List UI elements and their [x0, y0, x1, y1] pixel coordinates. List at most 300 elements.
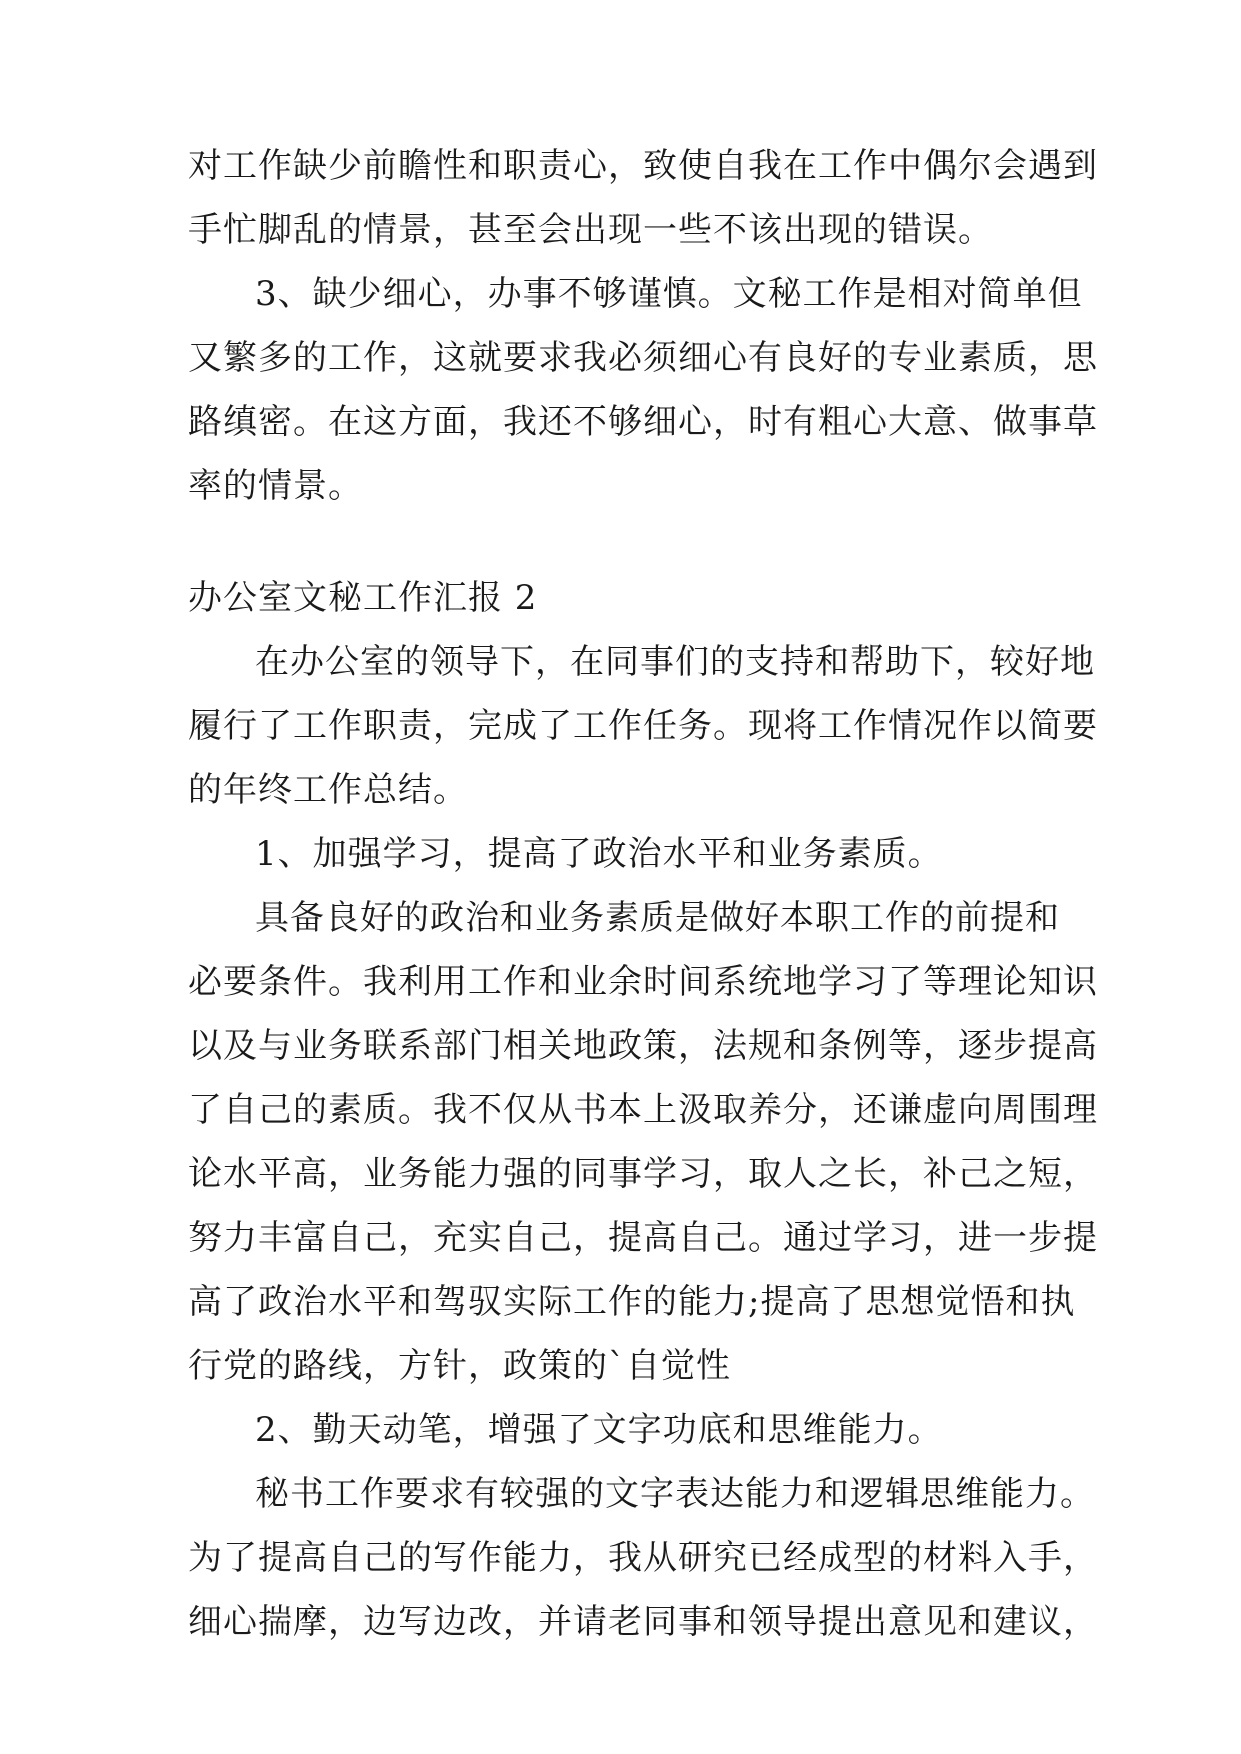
- line-char: 持: [780, 642, 815, 682]
- line-char: ，: [1063, 1154, 1098, 1194]
- line-char: 须: [643, 338, 678, 378]
- line-char: 以: [993, 706, 1028, 746]
- line-char: 高: [1063, 1026, 1098, 1066]
- line-char: 谨: [627, 274, 663, 314]
- line-char: 执: [1040, 1282, 1076, 1322]
- line-char: 强: [535, 1474, 570, 1514]
- line-char: 水: [328, 1282, 363, 1322]
- paragraph-line: [255, 272, 1083, 316]
- line-char: 了: [830, 1282, 866, 1322]
- line-char: 职: [503, 146, 538, 186]
- line-char: 本: [780, 898, 815, 938]
- line-char: 了: [188, 1090, 223, 1130]
- section-heading: [188, 576, 1056, 620]
- line-char: 有: [783, 402, 818, 442]
- line-char: 的: [920, 898, 955, 938]
- line-char: 取: [713, 1090, 748, 1130]
- paragraph-line: [255, 832, 1056, 876]
- line-char: 前: [955, 898, 990, 938]
- line-char: 。: [748, 1218, 783, 1258]
- line-char: 质: [640, 898, 675, 938]
- paragraph-line: [188, 1536, 1098, 1580]
- line-char: 少: [328, 146, 363, 186]
- line-char: 自: [713, 146, 748, 186]
- line-char: 地: [573, 1026, 608, 1066]
- line-char: 还: [538, 402, 573, 442]
- line-char: 尔: [958, 146, 993, 186]
- line-char: 偶: [923, 146, 958, 186]
- line-char: ，: [452, 274, 488, 314]
- line-char: 好: [745, 898, 780, 938]
- line-char: 求: [538, 338, 573, 378]
- line-char: 领: [748, 1602, 783, 1642]
- line-char: 成: [818, 1538, 853, 1578]
- line-char: 实: [468, 1218, 503, 1258]
- line-char: 自: [678, 1218, 713, 1258]
- line-char: 作: [503, 962, 538, 1002]
- line-char: 我: [608, 1538, 643, 1578]
- line-char: 提: [760, 1282, 796, 1322]
- paragraph-line: [188, 704, 1098, 748]
- line-char: 己: [538, 1218, 573, 1258]
- line-char: 条: [258, 962, 293, 1002]
- line-char: 习: [888, 1218, 923, 1258]
- line-char: 瞻: [398, 146, 433, 186]
- line-char: 。: [398, 1090, 433, 1130]
- line-char: ，: [713, 1154, 748, 1194]
- line-char: 支: [745, 642, 780, 682]
- line-char: 边: [433, 1602, 468, 1642]
- line-text: 2、勤天动笔，增强了文字功底和思维能力。: [255, 1410, 943, 1450]
- line-char: 从: [643, 1538, 678, 1578]
- line-char: 治: [465, 898, 500, 938]
- line-char: 事: [1028, 402, 1063, 442]
- line-char: 前: [363, 146, 398, 186]
- line-char: 作: [328, 706, 363, 746]
- line-char: 并: [538, 1602, 573, 1642]
- line-char: 的: [395, 898, 430, 938]
- line-char: 条: [818, 1026, 853, 1066]
- line-char: 改: [468, 1602, 503, 1642]
- line-char: 力: [468, 1154, 503, 1194]
- line-char: 和: [1025, 898, 1060, 938]
- line-char: 驭: [468, 1282, 503, 1322]
- line-char: 具: [255, 898, 290, 938]
- line-char: 自: [328, 1538, 363, 1578]
- line-char: 业: [535, 898, 570, 938]
- line-char: 识: [1063, 962, 1098, 1002]
- line-char: 缺: [293, 146, 328, 186]
- line-char: 简: [977, 274, 1013, 314]
- line-char: ，: [328, 1602, 363, 1642]
- line-char: 意: [923, 402, 958, 442]
- line-char: 单: [1012, 274, 1048, 314]
- line-char: ，: [573, 1218, 608, 1258]
- line-char: 己: [363, 1218, 398, 1258]
- line-char: 我: [573, 338, 608, 378]
- line-char: 密: [258, 402, 293, 442]
- line-text: 行党的路线，方针，政策的`自觉性: [188, 1346, 731, 1386]
- line-char: 良: [783, 338, 818, 378]
- line-char: 。: [1060, 1474, 1095, 1514]
- line-char: 在: [255, 642, 290, 682]
- line-char: 做: [710, 898, 745, 938]
- line-char: 进: [958, 1218, 993, 1258]
- line-text: 率的情景。: [188, 466, 363, 506]
- line-char: 的: [710, 642, 745, 682]
- line-char: 质: [363, 1090, 398, 1130]
- line-char: 请: [573, 1602, 608, 1642]
- line-char: 繁: [223, 338, 258, 378]
- line-char: 办: [290, 642, 325, 682]
- line-char: 必: [608, 338, 643, 378]
- line-char: 提: [990, 898, 1025, 938]
- line-char: 责: [398, 706, 433, 746]
- line-char: 补: [923, 1154, 958, 1194]
- line-char: 较: [500, 1474, 535, 1514]
- line-char: 法: [713, 1026, 748, 1066]
- line-char: 之: [993, 1154, 1028, 1194]
- line-char: 作: [608, 706, 643, 746]
- line-char: 草: [1063, 402, 1098, 442]
- line-char: 事: [608, 1154, 643, 1194]
- line-char: 短: [1028, 1154, 1063, 1194]
- line-char: 工: [468, 962, 503, 1002]
- line-char: 汲: [678, 1090, 713, 1130]
- line-char: 履: [188, 706, 223, 746]
- line-char: 写: [433, 1538, 468, 1578]
- line-char: 和: [1005, 1282, 1041, 1322]
- line-char: 件: [293, 962, 328, 1002]
- line-char: 书: [573, 1090, 608, 1130]
- line-char: 素: [328, 1090, 363, 1130]
- line-char: 相: [503, 1026, 538, 1066]
- line-char: 字: [640, 1474, 675, 1514]
- line-char: 的: [853, 338, 888, 378]
- line-char: 作: [258, 146, 293, 186]
- paragraph-line: [188, 464, 1056, 508]
- line-char: 到: [1063, 146, 1098, 186]
- line-char: 细: [678, 338, 713, 378]
- line-char: 学: [818, 962, 853, 1002]
- line-char: 围: [1028, 1090, 1063, 1130]
- paragraph-line: [188, 1280, 1076, 1324]
- line-char: 对: [942, 274, 978, 314]
- line-char: 理: [1063, 1090, 1098, 1130]
- line-char: 努: [188, 1218, 223, 1258]
- paragraph-line: [188, 400, 1098, 444]
- line-char: 仅: [503, 1090, 538, 1130]
- line-char: ，: [535, 642, 570, 682]
- line-char: 同: [605, 642, 640, 682]
- line-char: 理: [958, 962, 993, 1002]
- line-char: 成: [503, 706, 538, 746]
- line-char: 方: [398, 402, 433, 442]
- line-char: 在: [783, 146, 818, 186]
- line-char: 的: [395, 642, 430, 682]
- line-char: 况: [923, 706, 958, 746]
- line-char: 工: [818, 146, 853, 186]
- line-char: 务: [328, 1026, 363, 1066]
- line-char: 政: [430, 898, 465, 938]
- line-char: 秘: [255, 1474, 290, 1514]
- line-char: 材: [923, 1538, 958, 1578]
- line-char: 和: [958, 1602, 993, 1642]
- line-char: 虚: [923, 1090, 958, 1130]
- line-char: 我: [363, 962, 398, 1002]
- paragraph-line: [188, 1344, 1056, 1388]
- line-char: 养: [748, 1090, 783, 1130]
- paragraph-line: [188, 1216, 1098, 1260]
- line-char: 和: [783, 1026, 818, 1066]
- line-char: 缺: [312, 274, 348, 314]
- line-char: 专: [888, 338, 923, 378]
- line-char: 但: [1047, 274, 1083, 314]
- line-char: ，: [503, 1602, 538, 1642]
- line-char: 相: [907, 274, 943, 314]
- line-char: ，: [1028, 338, 1063, 378]
- line-char: 我: [503, 402, 538, 442]
- line-char: ，: [713, 402, 748, 442]
- line-char: 我: [433, 1090, 468, 1130]
- line-char: 学: [853, 1218, 888, 1258]
- line-char: 过: [818, 1218, 853, 1258]
- line-char: 及: [223, 1026, 258, 1066]
- line-char: 步: [1028, 1218, 1063, 1258]
- line-char: 高: [795, 1282, 831, 1322]
- paragraph-line: [188, 336, 1098, 380]
- line-char: 高: [293, 1154, 328, 1194]
- line-char: 的: [888, 1538, 923, 1578]
- line-char: 文: [732, 274, 768, 314]
- line-char: 较: [990, 642, 1025, 682]
- line-char: 了: [223, 1282, 258, 1322]
- line-char: 联: [363, 1026, 398, 1066]
- line-char: 己: [958, 1154, 993, 1194]
- paragraph-line: [188, 1600, 1098, 1644]
- line-char: 完: [468, 706, 503, 746]
- line-char: 备: [290, 898, 325, 938]
- line-char: 维: [955, 1474, 990, 1514]
- line-char: 事: [522, 274, 558, 314]
- line-char: 了: [258, 706, 293, 746]
- line-char: 取: [748, 1154, 783, 1194]
- line-char: 论: [188, 1154, 223, 1194]
- paragraph-line: [188, 1152, 1098, 1196]
- line-char: 出: [853, 1602, 888, 1642]
- paragraph-line: [188, 1024, 1098, 1068]
- line-char: 悟: [970, 1282, 1006, 1322]
- line-char: 好: [818, 338, 853, 378]
- line-char: 本: [608, 1090, 643, 1130]
- line-char: 职: [815, 898, 850, 938]
- line-char: 强: [503, 1154, 538, 1194]
- line-char: 和: [538, 962, 573, 1002]
- line-char: 作: [853, 706, 888, 746]
- line-char: 作: [608, 1282, 643, 1322]
- line-char: 下: [500, 642, 535, 682]
- line-char: 有: [748, 338, 783, 378]
- line-char: 有: [465, 1474, 500, 1514]
- line-char: 中: [888, 146, 923, 186]
- line-char: 务: [570, 898, 605, 938]
- line-char: 、: [277, 274, 313, 314]
- line-char: 。: [713, 706, 748, 746]
- line-char: 作: [837, 274, 873, 314]
- line-char: ，: [923, 1026, 958, 1066]
- line-char: 了: [538, 706, 573, 746]
- line-char: 心: [417, 274, 453, 314]
- line-char: 多: [258, 338, 293, 378]
- line-char: 任: [643, 706, 678, 746]
- line-char: 型: [853, 1538, 888, 1578]
- line-char: 的: [643, 1282, 678, 1322]
- line-char: 习: [678, 1154, 713, 1194]
- paragraph-line: [188, 960, 1098, 1004]
- line-char: 和: [713, 1602, 748, 1642]
- line-char: 好: [1025, 642, 1060, 682]
- line-char: 手: [1028, 1538, 1063, 1578]
- line-char: 面: [433, 402, 468, 442]
- paragraph-line: [188, 144, 1098, 188]
- line-char: 导: [783, 1602, 818, 1642]
- line-char: 充: [433, 1218, 468, 1258]
- line-char: ，: [398, 1218, 433, 1258]
- line-char: 统: [748, 962, 783, 1002]
- line-char: 与: [258, 1026, 293, 1066]
- line-char: 导: [465, 642, 500, 682]
- line-char: 还: [853, 1090, 888, 1130]
- line-char: 一: [993, 1218, 1028, 1258]
- paragraph-line: [255, 1408, 1056, 1452]
- line-char: 用: [433, 962, 468, 1002]
- line-char: 行: [223, 706, 258, 746]
- line-char: 又: [188, 338, 223, 378]
- line-char: 现: [748, 706, 783, 746]
- paragraph-line: [188, 208, 1056, 252]
- line-char: 丰: [258, 1218, 293, 1258]
- line-char: 和: [815, 1474, 850, 1514]
- line-char: 步: [993, 1026, 1028, 1066]
- paragraph-line: [255, 1472, 1095, 1516]
- line-char: 办: [487, 274, 523, 314]
- line-char: 求: [430, 1474, 465, 1514]
- line-char: 好: [360, 898, 395, 938]
- line-char: 写: [398, 1602, 433, 1642]
- line-char: 要: [395, 1474, 430, 1514]
- line-char: 论: [993, 962, 1028, 1002]
- line-char: 向: [958, 1090, 993, 1130]
- line-char: 们: [675, 642, 710, 682]
- line-char: 工: [850, 898, 885, 938]
- line-char: 人: [783, 1154, 818, 1194]
- line-char: 室: [360, 642, 395, 682]
- line-char: 辑: [885, 1474, 920, 1514]
- line-char: 自: [328, 1218, 363, 1258]
- line-char: 业: [923, 338, 958, 378]
- line-char: 经: [783, 1538, 818, 1578]
- line-char: 心: [713, 338, 748, 378]
- line-char: 达: [710, 1474, 745, 1514]
- line-char: 工: [573, 1282, 608, 1322]
- line-char: 公: [325, 642, 360, 682]
- line-char: 务: [678, 706, 713, 746]
- line-char: 为: [188, 1538, 223, 1578]
- line-char: 系: [713, 962, 748, 1002]
- line-char: 以: [188, 1026, 223, 1066]
- line-char: 力: [223, 1218, 258, 1258]
- line-char: 遇: [1028, 146, 1063, 186]
- line-char: 系: [398, 1026, 433, 1066]
- line-char: 的: [398, 1538, 433, 1578]
- line-char: 长: [853, 1154, 888, 1194]
- line-char: 研: [678, 1538, 713, 1578]
- line-char: 时: [643, 962, 678, 1002]
- line-char: 简: [1028, 706, 1063, 746]
- line-char: 了: [888, 962, 923, 1002]
- line-char: 对: [188, 146, 223, 186]
- line-char: 能: [678, 1282, 713, 1322]
- line-char: 意: [888, 1602, 923, 1642]
- line-char: 摩: [293, 1602, 328, 1642]
- line-char: 使: [678, 146, 713, 186]
- line-char: 作: [363, 338, 398, 378]
- line-char: 业: [293, 1026, 328, 1066]
- line-char: 帮: [850, 642, 885, 682]
- line-char: 这: [433, 338, 468, 378]
- line-char: 政: [608, 1026, 643, 1066]
- line-char: 在: [328, 402, 363, 442]
- line-char: 己: [258, 1090, 293, 1130]
- line-char: 作: [958, 706, 993, 746]
- line-char: 工: [573, 706, 608, 746]
- line-char: ，: [573, 1538, 608, 1578]
- line-char: 能: [503, 1538, 538, 1578]
- line-char: 这: [363, 402, 398, 442]
- line-char: 高: [643, 1218, 678, 1258]
- line-text: 1、加强学习，提高了政治水平和业务素质。: [255, 834, 943, 874]
- paragraph-line: [255, 640, 1095, 684]
- line-char: 同: [643, 1602, 678, 1642]
- line-char: 料: [958, 1538, 993, 1578]
- line-char: 作: [853, 146, 888, 186]
- line-char: 学: [643, 1154, 678, 1194]
- line-char: 周: [993, 1090, 1028, 1130]
- line-char: 责: [538, 146, 573, 186]
- line-char: 书: [290, 1474, 325, 1514]
- line-char: 做: [993, 402, 1028, 442]
- line-char: 领: [430, 642, 465, 682]
- line-char: ，: [1063, 1602, 1098, 1642]
- line-char: 工: [802, 274, 838, 314]
- line-char: 必: [188, 962, 223, 1002]
- line-char: 部: [433, 1026, 468, 1066]
- line-char: 高: [188, 1282, 223, 1322]
- line-char: 要: [223, 962, 258, 1002]
- line-char: 自: [223, 1090, 258, 1130]
- heading-text: 办公室文秘工作汇报 2: [188, 578, 538, 618]
- line-char: 大: [888, 402, 923, 442]
- line-char: 不: [557, 274, 593, 314]
- line-char: 了: [223, 1538, 258, 1578]
- line-char: 富: [293, 1218, 328, 1258]
- line-char: 驾: [433, 1282, 468, 1322]
- line-char: 致: [643, 146, 678, 186]
- line-char: 要: [1063, 706, 1098, 746]
- line-char: 平: [363, 1282, 398, 1322]
- line-char: ，: [608, 146, 643, 186]
- line-char: 事: [640, 642, 675, 682]
